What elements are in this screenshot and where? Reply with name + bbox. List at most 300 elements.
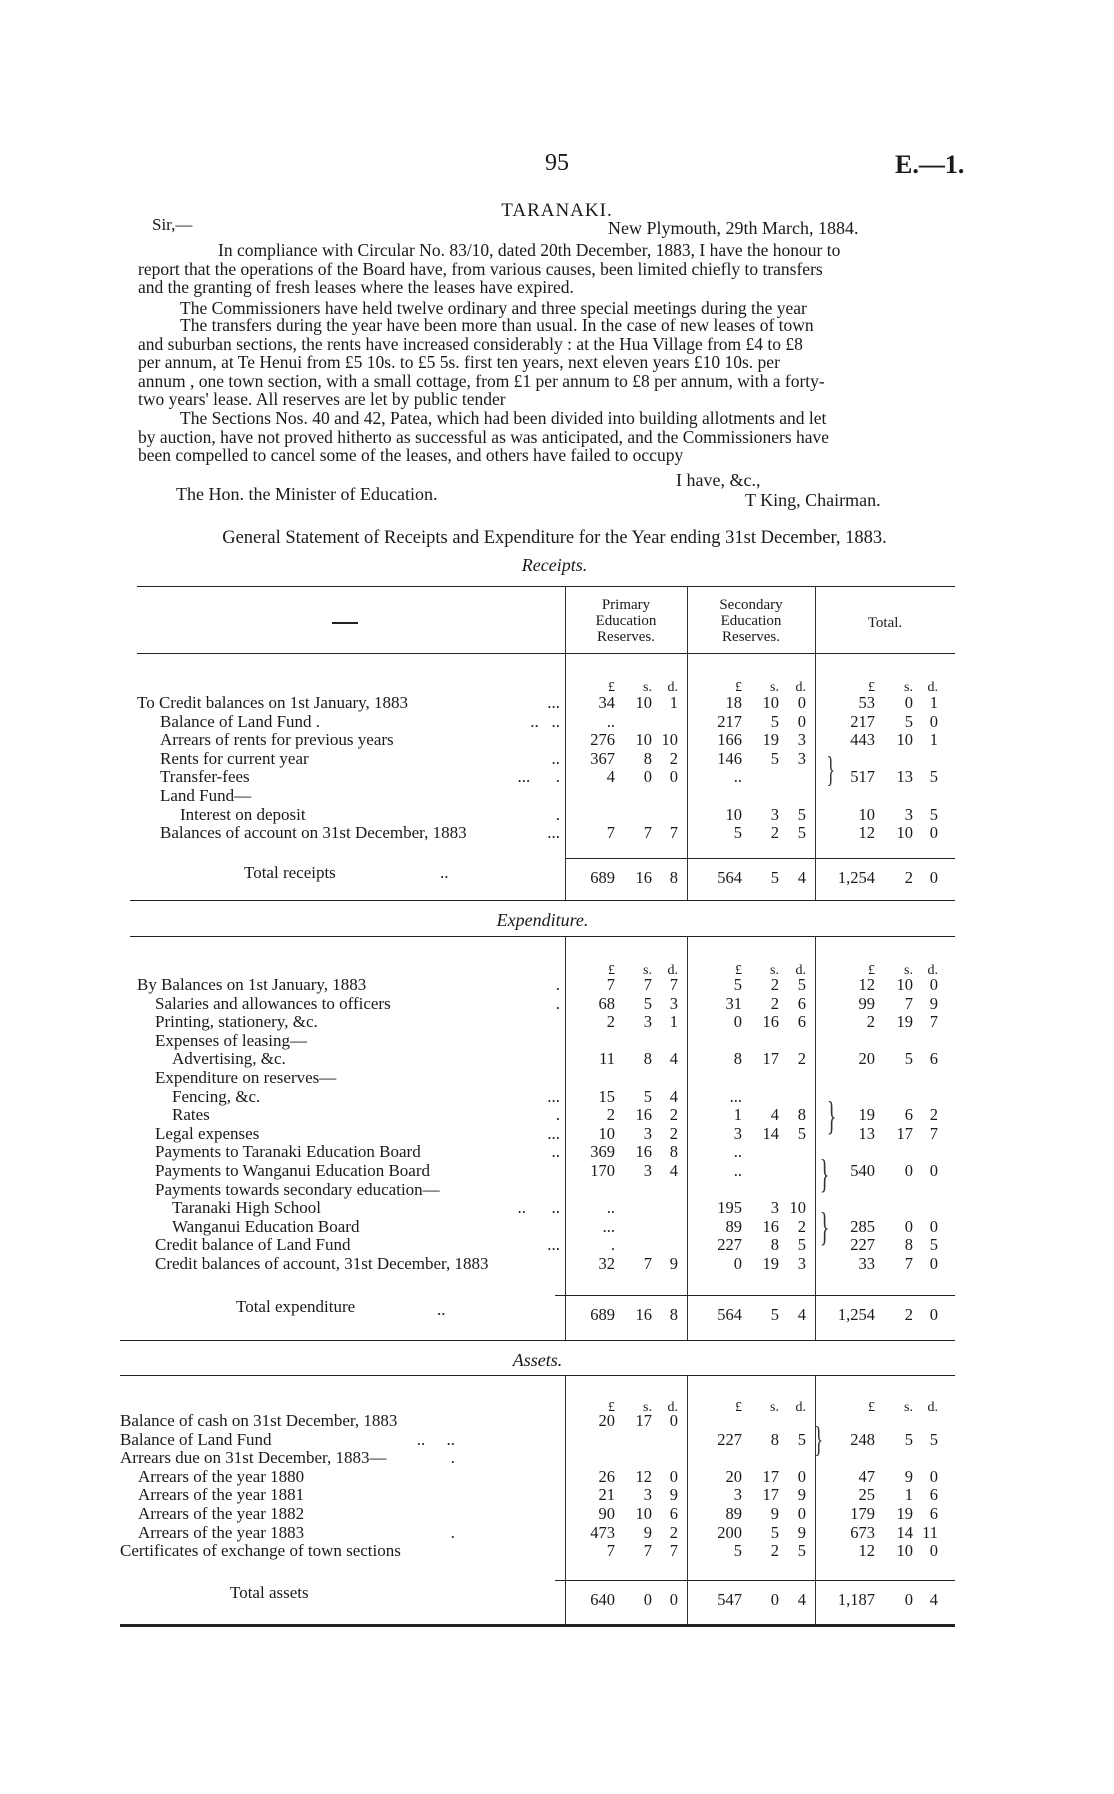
primary-value: 68 — [598, 993, 615, 1013]
primary-value: 3 — [643, 1161, 652, 1180]
primary-total-value: 640 — [590, 1590, 615, 1609]
secondary-value: ... — [729, 1086, 742, 1106]
secondary-value: 16 — [762, 1216, 779, 1236]
statement-title: General Statement of Receipts and Expenditure for the Year ending 31st December, 1883. — [222, 528, 887, 548]
dot-leader: . — [555, 975, 560, 994]
primary-value: 9 — [669, 1254, 678, 1273]
total-value: 0 — [904, 1216, 913, 1236]
assets-row-label: Balance of cash on 31st December, 1883 — [120, 1411, 398, 1430]
dot-leader: ... — [547, 1235, 560, 1255]
assets-row-label: Arrears of the year 1882 — [138, 1504, 305, 1523]
total-value: 0 — [929, 1161, 938, 1180]
total-value: 0 — [929, 823, 938, 843]
unit-label: s. — [770, 963, 779, 978]
unit-label: s. — [770, 1400, 779, 1415]
total-total-value: 2 — [904, 868, 913, 887]
expenditure-row-label: Rates — [172, 1105, 210, 1125]
primary-value: 7 — [669, 823, 678, 843]
secondary-total-value: 547 — [717, 1590, 742, 1609]
primary-value: 2 — [669, 748, 678, 768]
secondary-value: 2 — [770, 1541, 779, 1561]
secondary-value: .. — [733, 1142, 742, 1162]
secondary-value: 19 — [762, 1254, 779, 1273]
secondary-value: 8 — [733, 1049, 742, 1069]
total-value: 1 — [929, 730, 938, 750]
primary-value: 369 — [590, 1142, 615, 1162]
primary-value: 2 — [669, 1123, 678, 1143]
primary-value: 7 — [606, 823, 615, 843]
secondary-value: 18 — [725, 693, 742, 712]
secondary-value: 0 — [733, 1254, 742, 1273]
total-value: 11 — [922, 1522, 938, 1542]
primary-value: 10 — [598, 1123, 615, 1143]
horizontal-rule — [555, 1295, 955, 1296]
expenditure-row-label: Taranaki High School — [172, 1198, 321, 1218]
secondary-value: 5 — [770, 711, 779, 731]
horizontal-rule — [130, 900, 955, 901]
secondary-total-value: 4 — [797, 1590, 806, 1609]
primary-total-value: 8 — [669, 868, 678, 887]
secondary-value: 227 — [717, 1429, 742, 1449]
expenditure-row-label: Wanganui Education Board — [172, 1216, 360, 1236]
total-value: 53 — [858, 693, 875, 712]
secondary-value: 9 — [797, 1522, 806, 1542]
primary-value: 6 — [669, 1504, 678, 1523]
total-value: 285 — [850, 1216, 875, 1236]
assets-heading: Assets. — [512, 1350, 563, 1370]
total-value: 1 — [929, 693, 938, 712]
secondary-total-value: 564 — [717, 868, 742, 887]
column-header-primary-line: Reserves. — [597, 629, 655, 645]
secondary-value: 2 — [770, 975, 779, 994]
expenditure-row-label: By Balances on 1st January, 1883 — [137, 975, 367, 994]
secondary-value: 89 — [725, 1216, 742, 1236]
secondary-value: .. — [733, 1161, 742, 1180]
expenditure-row-label: Legal expenses — [155, 1123, 260, 1143]
total-value: 227 — [850, 1235, 875, 1255]
primary-value: 1 — [669, 1012, 678, 1032]
unit-label: s. — [770, 680, 779, 695]
primary-value: 7 — [606, 975, 615, 994]
secondary-value: 5 — [797, 823, 806, 843]
primary-value: 8 — [669, 1142, 678, 1162]
primary-value: 15 — [598, 1086, 615, 1106]
letter-line: two years' lease. All reserves are let by public tender — [138, 389, 506, 409]
secondary-value: 2 — [770, 993, 779, 1013]
assets-row-label: Balance of Land Fund — [120, 1429, 272, 1449]
primary-value: ... — [602, 1216, 615, 1236]
total-value: 248 — [850, 1429, 875, 1449]
total-total-value: 1,187 — [837, 1590, 875, 1609]
receipts-total-leader: .. — [440, 863, 449, 882]
unit-label: £ — [868, 1400, 875, 1415]
total-value: 2 — [929, 1105, 938, 1125]
unit-label: s. — [904, 1400, 913, 1415]
dot-leader: . — [555, 1105, 560, 1125]
secondary-value: 9 — [797, 1485, 806, 1505]
horizontal-rule — [120, 1624, 955, 1627]
total-value: 1 — [904, 1485, 913, 1505]
secondary-value: 20 — [725, 1466, 742, 1486]
assets-row-label: Arrears of the year 1881 — [138, 1485, 305, 1505]
primary-value: 16 — [635, 1105, 652, 1125]
unit-label: £ — [868, 680, 875, 695]
horizontal-rule — [120, 1340, 955, 1341]
letter-line: The Sections Nos. 40 and 42, Patea, which had been divided into building allotments and let — [180, 408, 827, 428]
total-value: 10 — [896, 730, 913, 750]
dot-leader: ... — [547, 1086, 560, 1106]
primary-value: 4 — [669, 1086, 678, 1106]
dot-leader: ... — [547, 693, 560, 712]
expenditure-row-label: Printing, stationery, &c. — [155, 1012, 318, 1032]
secondary-value: 195 — [717, 1198, 742, 1218]
column-header-primary-line: Primary — [601, 597, 651, 613]
assets-row-label: Certificates of exchange of town sections — [120, 1541, 401, 1561]
unit-label: d. — [795, 680, 806, 695]
primary-value: 21 — [598, 1485, 615, 1505]
column-header-secondary-line: Reserves. — [722, 629, 780, 645]
secondary-value: 0 — [797, 1466, 806, 1486]
letter-line: been compelled to cancel some of the leases, and others have failed to occupy — [138, 445, 684, 465]
expenditure-row-label: Payments towards secondary education— — [155, 1179, 440, 1199]
primary-total-value: 16 — [635, 868, 652, 887]
expenditure-heading: Expenditure. — [496, 910, 589, 930]
letter-line: report that the operations of the Board have, from various causes, been limited chiefly to transfers — [138, 258, 823, 279]
secondary-value: 5 — [733, 1541, 742, 1561]
unit-label: s. — [643, 1400, 652, 1415]
secondary-total-value: 564 — [717, 1305, 742, 1324]
secondary-total-value: 4 — [797, 1305, 806, 1324]
column-header-primary-line: Education — [595, 613, 657, 629]
secondary-value: 17 — [762, 1485, 779, 1505]
secondary-value: 0 — [797, 693, 806, 712]
primary-value: 0 — [669, 767, 678, 787]
primary-value: 4 — [606, 767, 615, 787]
total-value: 7 — [904, 1254, 913, 1273]
total-value: 0 — [904, 693, 913, 712]
unit-label: d. — [927, 680, 938, 695]
primary-value: 10 — [635, 693, 652, 712]
total-value: 33 — [858, 1254, 875, 1273]
primary-value: 9 — [669, 1485, 678, 1505]
primary-total-value: 16 — [635, 1305, 652, 1324]
total-value: 5 — [904, 1049, 913, 1069]
expenditure-total-leader: .. — [437, 1300, 446, 1319]
secondary-value: 0 — [733, 1012, 742, 1032]
total-value: 10 — [858, 804, 875, 824]
primary-value: .. — [606, 1198, 615, 1218]
expenditure-row-label: Salaries and allowances to officers — [155, 993, 391, 1013]
primary-value: 9 — [643, 1522, 652, 1542]
primary-total-value: 0 — [669, 1590, 678, 1609]
primary-value: 5 — [643, 1086, 652, 1106]
primary-value: 8 — [643, 748, 652, 768]
secondary-value: 0 — [797, 711, 806, 731]
letter-line: In compliance with Circular No. 83/10, dated 20th December, 1883, I have the honour to — [218, 240, 841, 260]
primary-total-value: 0 — [643, 1590, 652, 1609]
total-value: 0 — [929, 1216, 938, 1236]
total-value: 517 — [850, 767, 875, 787]
unit-label: s. — [643, 680, 652, 695]
secondary-value: 4 — [770, 1105, 779, 1125]
column-header-total: Total. — [867, 615, 903, 631]
secondary-value: 89 — [725, 1504, 742, 1523]
letter-line: and suburban sections, the rents have increased considerably : at the Hua Village from £4 to £8 — [138, 333, 803, 354]
receipts-row-label: Balance of Land Fund . — [160, 711, 321, 731]
expenditure-row-label: Fencing, &c. — [172, 1086, 261, 1106]
secondary-value: 2 — [797, 1216, 806, 1236]
total-value: 0 — [929, 1466, 938, 1486]
letter-closing: I have, &c., — [676, 470, 761, 490]
expenditure-row-label: Expenditure on reserves— — [155, 1068, 337, 1087]
primary-value: 10 — [661, 730, 678, 750]
unit-label: d. — [927, 963, 938, 978]
total-value: 673 — [850, 1522, 875, 1542]
total-value: 7 — [904, 993, 913, 1013]
secondary-value: 3 — [797, 730, 806, 750]
receipts-row-label: Transfer-fees — [160, 767, 250, 787]
secondary-total-value: 5 — [770, 868, 779, 887]
unit-label: £ — [608, 963, 615, 978]
secondary-value: 14 — [762, 1123, 779, 1143]
salutation: Sir,— — [152, 215, 193, 234]
horizontal-rule — [120, 1375, 955, 1376]
dot-leader: . — [555, 993, 560, 1013]
primary-value: 1 — [669, 693, 678, 712]
dot-leader: .. — [551, 1142, 560, 1162]
dot-leader: ... . — [517, 767, 560, 787]
total-value: 99 — [858, 993, 875, 1013]
primary-total-value: 689 — [590, 1305, 615, 1324]
assets-row-label: Arrears of the year 1880 — [138, 1466, 305, 1486]
total-value: 17 — [896, 1123, 913, 1143]
secondary-value: 5 — [733, 823, 742, 843]
total-value: 6 — [904, 1105, 913, 1125]
primary-value: 26 — [598, 1466, 615, 1486]
assets-row-label: Arrears of the year 1883 — [138, 1522, 305, 1542]
total-value: 6 — [929, 1049, 938, 1069]
primary-value: 7 — [669, 1541, 678, 1561]
total-value: 10 — [896, 1541, 913, 1561]
primary-value: 17 — [635, 1411, 652, 1430]
total-total-value: 2 — [904, 1305, 913, 1324]
document-code: E.—1. — [895, 150, 965, 179]
unit-label: s. — [643, 963, 652, 978]
total-total-value: 0 — [929, 1305, 938, 1324]
primary-value: 2 — [669, 1522, 678, 1542]
primary-value: 4 — [669, 1161, 678, 1180]
letter-line: and the granting of fresh leases where the leases have expired. — [138, 277, 574, 297]
signature: T King, Chairman. — [745, 490, 881, 510]
total-total-value: 0 — [929, 868, 938, 887]
horizontal-rule — [137, 586, 955, 587]
total-value: 7 — [929, 1123, 938, 1143]
letter-line: The transfers during the year have been more than usual. In the case of new leases of town — [180, 315, 814, 335]
total-value: 6 — [929, 1504, 938, 1523]
total-value: 7 — [929, 1012, 938, 1032]
column-header-dash — [332, 622, 358, 624]
primary-value: 2 — [606, 1105, 615, 1125]
primary-value: 3 — [669, 993, 678, 1013]
letter-line: annum , one town section, with a small cottage, from £1 per annum to £8 per annum, with a forty- — [138, 370, 825, 391]
brace-icon: } — [826, 749, 835, 789]
primary-value: 20 — [598, 1411, 615, 1430]
total-value: 3 — [904, 804, 913, 824]
horizontal-rule — [137, 653, 955, 654]
total-value: 25 — [858, 1485, 875, 1505]
expenditure-row-label: Payments to Wanganui Education Board — [155, 1161, 430, 1180]
secondary-value: 217 — [717, 711, 742, 731]
page-number: 95 — [545, 150, 569, 176]
secondary-value: 3 — [770, 804, 779, 824]
secondary-value: 5 — [770, 1522, 779, 1542]
total-value: 19 — [896, 1012, 913, 1032]
total-value: 9 — [904, 1466, 913, 1486]
secondary-value: 5 — [770, 748, 779, 768]
brace-icon: } — [826, 1093, 837, 1138]
primary-value: 2 — [669, 1105, 678, 1125]
secondary-value: 6 — [797, 1012, 806, 1032]
secondary-value: 3 — [733, 1123, 742, 1143]
secondary-value: 5 — [797, 1235, 806, 1255]
secondary-value: 17 — [762, 1466, 779, 1486]
expenditure-total-label: Total expenditure — [236, 1297, 356, 1316]
primary-value: 3 — [643, 1012, 652, 1032]
dateline: New Plymouth, 29th March, 1884. — [608, 218, 859, 238]
unit-label: d. — [927, 1400, 938, 1415]
receipts-row-label: Rents for current year — [160, 748, 309, 768]
total-value: 0 — [929, 711, 938, 731]
secondary-value: 5 — [797, 804, 806, 824]
secondary-value: 8 — [797, 1105, 806, 1125]
brace-icon: } — [819, 1151, 830, 1196]
primary-value: 90 — [598, 1504, 615, 1523]
total-value: 10 — [896, 975, 913, 994]
primary-value: 2 — [606, 1012, 615, 1032]
total-value: 6 — [929, 1485, 938, 1505]
primary-value: 4 — [669, 1049, 678, 1069]
total-value: 12 — [858, 1541, 875, 1561]
primary-value: 7 — [643, 975, 652, 994]
primary-value: 170 — [590, 1161, 615, 1180]
letter-line: per annum, at Te Henui from £5 10s. to £5 5s. first ten years, next eleven years £10 10s. per — [138, 352, 780, 372]
unit-label: £ — [735, 680, 742, 695]
secondary-value: 10 — [725, 804, 742, 824]
receipts-total-label: Total receipts — [244, 863, 336, 882]
total-value: 0 — [929, 1541, 938, 1561]
primary-value: 7 — [643, 823, 652, 843]
primary-value: 7 — [643, 1541, 652, 1561]
unit-label: d. — [667, 680, 678, 695]
dot-leader: .. .. — [416, 1429, 455, 1449]
total-value: 12 — [858, 823, 875, 843]
secondary-value: 9 — [770, 1504, 779, 1523]
primary-value: 3 — [643, 1485, 652, 1505]
primary-value: 5 — [643, 993, 652, 1013]
primary-value: 276 — [590, 730, 615, 750]
unit-label: s. — [904, 963, 913, 978]
secondary-total-value: 4 — [797, 868, 806, 887]
receipts-row-label: Arrears of rents for previous years — [160, 730, 394, 750]
total-total-value: 0 — [904, 1590, 913, 1609]
primary-value: 32 — [598, 1254, 615, 1273]
brace-icon: } — [819, 1204, 830, 1249]
primary-value: 473 — [590, 1522, 615, 1542]
dot-leader: . — [450, 1522, 455, 1542]
total-value: 540 — [850, 1161, 875, 1180]
total-value: 13 — [858, 1123, 875, 1143]
secondary-value: 166 — [717, 730, 742, 750]
secondary-value: 5 — [733, 975, 742, 994]
unit-label: £ — [608, 680, 615, 695]
secondary-value: 146 — [717, 748, 742, 768]
expenditure-row-label: Advertising, &c. — [172, 1049, 286, 1069]
total-value: 5 — [904, 711, 913, 731]
total-value: 9 — [929, 993, 938, 1013]
primary-value: 8 — [643, 1049, 652, 1069]
unit-label: £ — [868, 963, 875, 978]
primary-total-value: 689 — [590, 868, 615, 887]
primary-value: 11 — [599, 1049, 615, 1069]
total-value: 0 — [904, 1161, 913, 1180]
total-value: 443 — [850, 730, 875, 750]
dot-leader: .. .. — [517, 1198, 560, 1218]
primary-value: 7 — [669, 975, 678, 994]
secondary-value: 2 — [797, 1049, 806, 1069]
primary-value: 7 — [643, 1254, 652, 1273]
secondary-value: 6 — [797, 993, 806, 1013]
total-total-value: 4 — [929, 1590, 938, 1609]
primary-value: 0 — [669, 1466, 678, 1486]
secondary-value: 0 — [797, 1504, 806, 1523]
receipts-row-label: Land Fund— — [160, 786, 252, 805]
secondary-total-value: 0 — [770, 1590, 779, 1609]
unit-label: d. — [667, 1400, 678, 1415]
unit-label: d. — [667, 963, 678, 978]
unit-label: d. — [795, 963, 806, 978]
secondary-value: 2 — [770, 823, 779, 843]
brace-icon: } — [814, 1419, 823, 1459]
primary-value: 7 — [606, 1541, 615, 1561]
secondary-value: 31 — [725, 993, 742, 1013]
secondary-value: 3 — [733, 1485, 742, 1505]
secondary-value: 16 — [762, 1012, 779, 1032]
expenditure-row-label: Credit balance of Land Fund — [155, 1235, 351, 1255]
total-value: 20 — [858, 1049, 875, 1069]
section-heading-taranaki: TARANAKI. — [501, 200, 613, 221]
primary-value: 34 — [598, 693, 615, 712]
addressee: The Hon. the Minister of Education. — [176, 484, 438, 504]
primary-value: 0 — [643, 767, 652, 787]
primary-value: .. — [606, 711, 615, 731]
total-value: 8 — [904, 1235, 913, 1255]
total-value: 14 — [896, 1522, 913, 1542]
secondary-value: 5 — [797, 1429, 806, 1449]
primary-value: 12 — [635, 1466, 652, 1486]
dot-leader: . — [450, 1448, 455, 1468]
total-value: 47 — [858, 1466, 875, 1486]
total-value: 13 — [896, 767, 913, 787]
secondary-value: 200 — [717, 1522, 742, 1542]
horizontal-rule — [555, 1580, 955, 1581]
receipts-heading: Receipts. — [521, 555, 588, 575]
secondary-value: 10 — [789, 1198, 806, 1218]
secondary-value: 1 — [733, 1105, 742, 1125]
unit-label: £ — [735, 963, 742, 978]
primary-total-value: 8 — [669, 1305, 678, 1324]
secondary-value: .. — [733, 767, 742, 787]
column-header-secondary-line: Secondary — [719, 597, 783, 613]
